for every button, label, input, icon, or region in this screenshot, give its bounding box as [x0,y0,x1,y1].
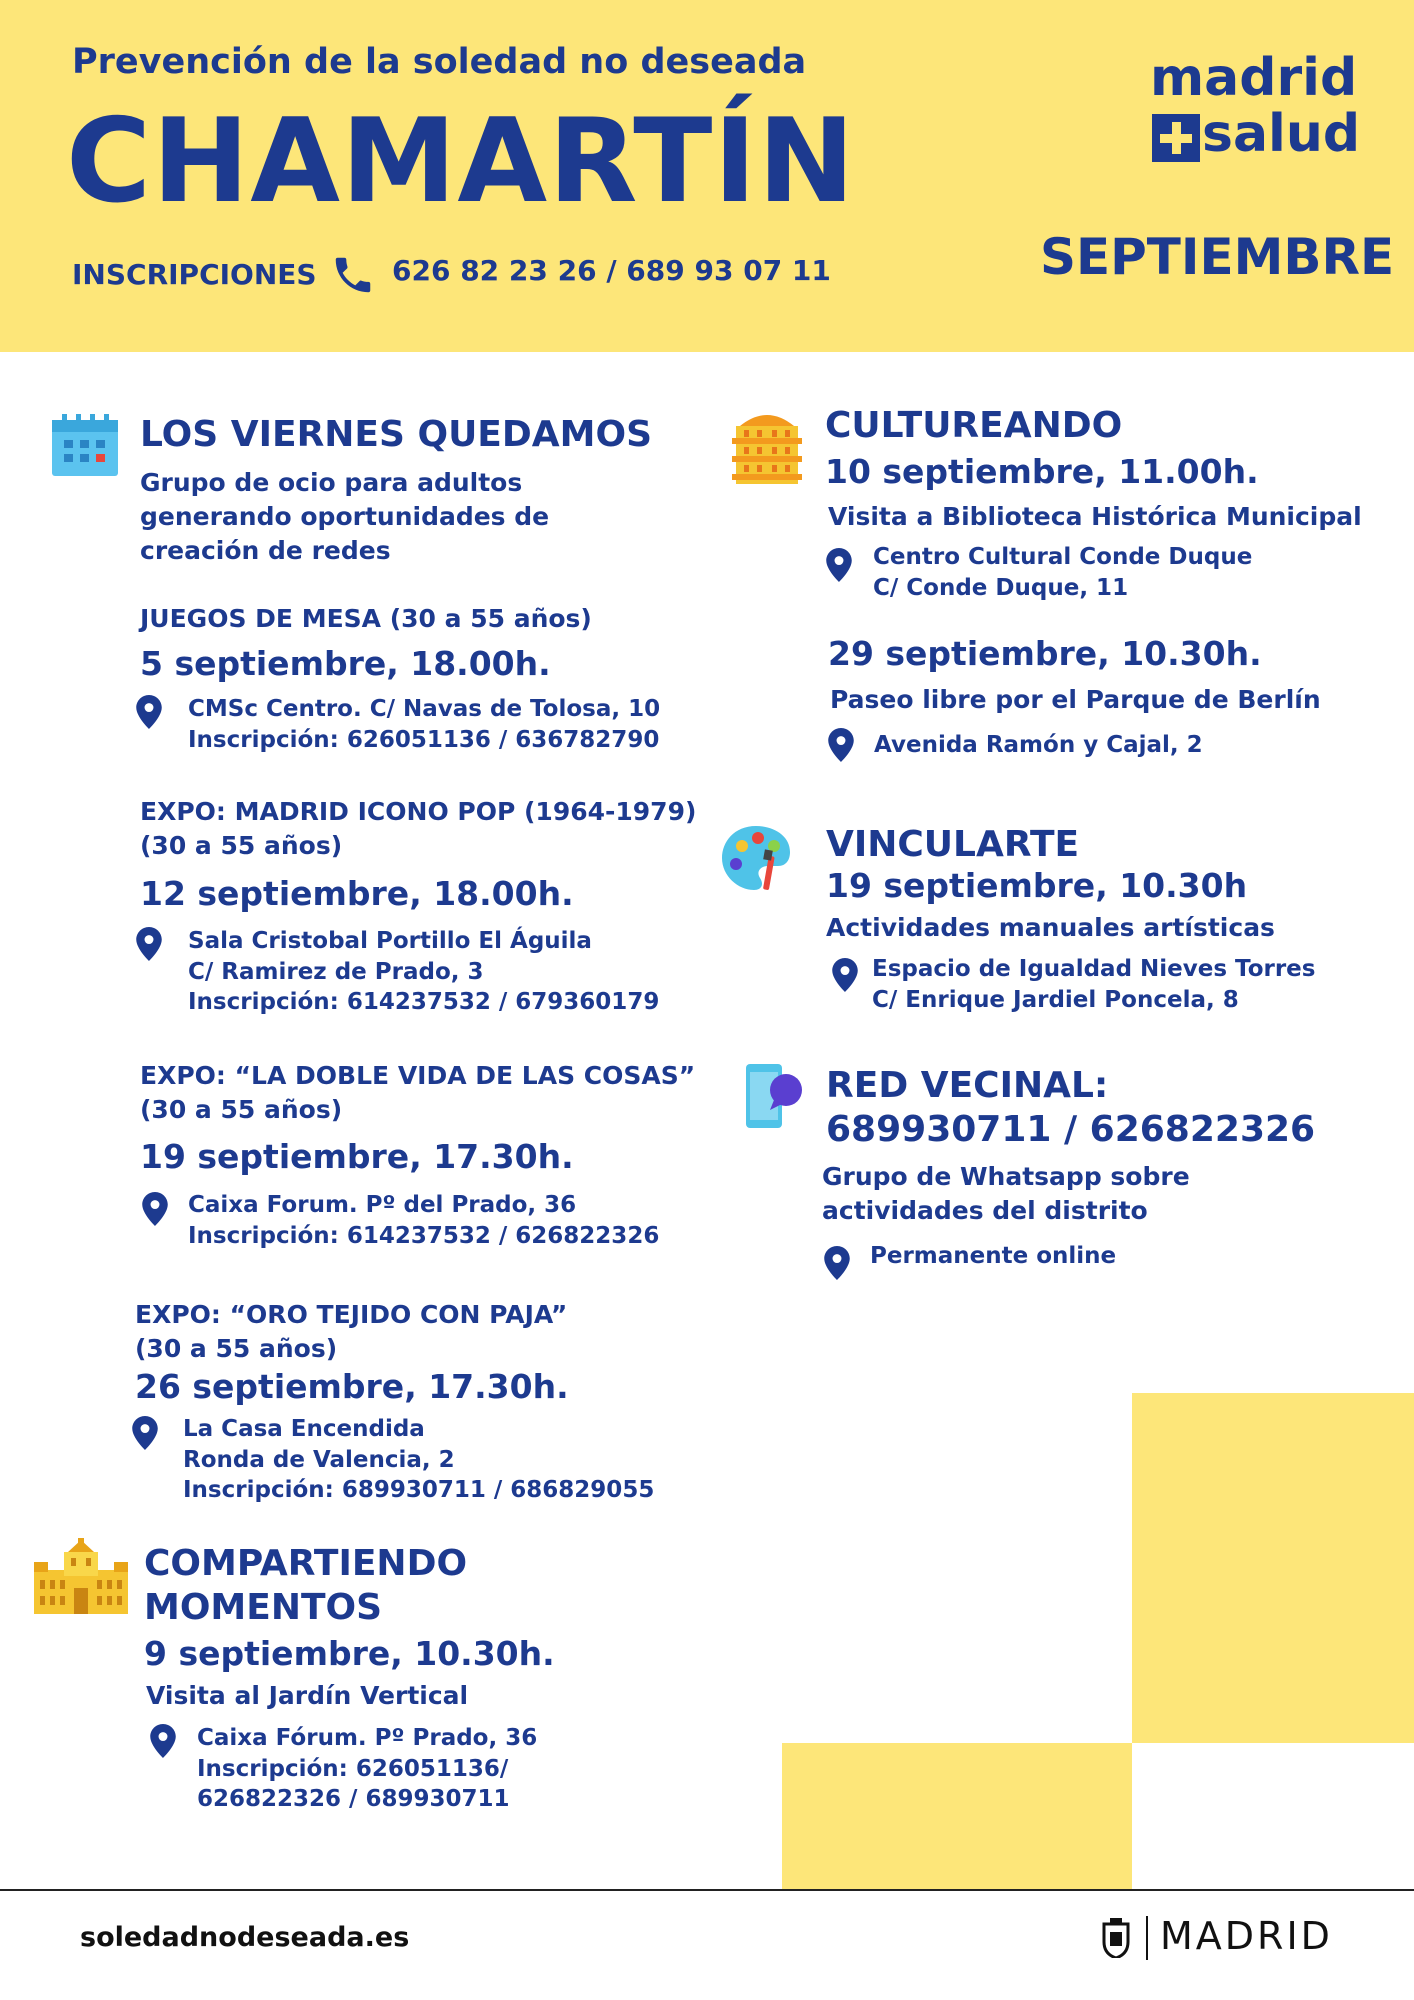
event-date: 5 septiembre, 18.00h. [140,644,551,683]
cultureando-location [873,542,1252,603]
cultureando-date: 29 septiembre, 10.30h. [828,634,1262,673]
cultureando-date: 10 septiembre, 11.00h. [825,452,1259,491]
location-line: Inscripción: 614237532 / 679360179 [188,989,660,1016]
event-subtitle-line: EXPO: “LA DOBLE VIDA DE LAS COSAS” [140,1061,696,1090]
cultureando-location [874,730,1203,761]
location-pin-icon [142,1192,168,1226]
event-date: 19 septiembre, 17.30h. [140,1137,574,1176]
location-pin-icon [136,927,162,961]
location-line: CMSc Centro. C/ Navas de Tolosa, 10 [188,696,661,722]
event-location [188,1190,659,1251]
event-subtitle-line: EXPO: “ORO TEJIDO CON PAJA” [135,1300,568,1329]
madrid-salud-logo [1150,48,1361,172]
red-vecinal-location [870,1241,1116,1272]
location-line: Permanente online [870,1243,1117,1269]
viernes-desc-line: generando oportunidades de [140,502,550,531]
logo-madrid-text: madrid [1150,48,1358,108]
location-line: 626822326 / 689930711 [197,1786,510,1813]
event-subtitle-line: EXPO: MADRID ICONO POP (1964-1979) [140,797,697,826]
month-label: SEPTIEMBRE [1040,228,1395,286]
cultureando-description: Visita a Biblioteca Histórica Municipal [828,502,1362,531]
red-vecinal-description [822,1160,1190,1228]
footer-website: soledadnodeseada.es [80,1922,410,1953]
event-date: 26 septiembre, 17.30h. [135,1367,569,1406]
vincularte-date: 19 septiembre, 10.30h [826,866,1248,905]
vincularte-location [872,954,1315,1015]
location-line: Inscripción: 614237532 / 626822326 [188,1222,660,1249]
red-desc-line: actividades del distrito [822,1196,1148,1225]
location-line: C/ Ramirez de Prado, 3 [188,958,484,985]
footer-brand: MADRID [1160,1914,1333,1958]
cultureando-title: CULTUREANDO [825,405,1123,446]
location-pin-icon [150,1724,176,1758]
cross-icon [1152,114,1200,162]
footer-logo-divider [1146,1916,1148,1960]
phone-icon [330,252,376,298]
location-line: La Casa Encendida [183,1416,425,1442]
palette-icon [720,822,792,894]
viernes-title: LOS VIERNES QUEDAMOS [140,414,652,455]
viernes-desc-line: creación de redes [140,536,391,565]
event-subtitle-line: JUEGOS DE MESA (30 a 55 años) [140,604,592,633]
red-vecinal-title [826,1064,1315,1152]
location-pin-icon [132,1416,158,1450]
logo-salud-text: salud [1202,104,1361,164]
location-pin-icon [824,1246,850,1280]
palace-icon [34,1538,128,1614]
compartiendo-description: Visita al Jardín Vertical [146,1681,469,1710]
red-title-line: RED VECINAL: [826,1065,1109,1106]
header-banner [0,0,1414,352]
event-subtitle [140,602,592,636]
event-subtitle [140,1059,695,1127]
compartiendo-date: 9 septiembre, 10.30h. [144,1634,555,1673]
viernes-description [140,466,549,568]
event-subtitle [140,795,696,863]
event-location [188,926,659,1018]
footer-divider [0,1889,1414,1891]
compartiendo-title-line: COMPARTIENDO [144,1543,468,1584]
phone-chat-icon [744,1062,806,1130]
location-line: Avenida Ramón y Cajal, 2 [874,732,1203,758]
location-pin-icon [828,728,854,762]
building-icon [732,408,802,484]
event-subtitle-line: (30 a 55 años) [135,1334,338,1363]
red-title-line: 689930711 / 626822326 [826,1108,1316,1150]
header-phones: 626 82 23 26 / 689 93 07 11 [392,254,831,287]
event-date: 12 septiembre, 18.00h. [140,874,574,913]
decorative-square [1132,1393,1414,1743]
calendar-icon [52,414,118,476]
compartiendo-location [197,1723,537,1815]
decorative-square [782,1743,1132,1889]
red-desc-line: Grupo de Whatsapp sobre [822,1162,1190,1191]
inscriptions-label: INSCRIPCIONES [72,258,317,291]
event-subtitle-line: (30 a 55 años) [140,1095,343,1124]
viernes-desc-line: Grupo de ocio para adultos [140,468,523,497]
vincularte-description: Actividades manuales artísticas [826,913,1275,942]
compartiendo-title-line: MOMENTOS [144,1586,383,1628]
event-location [188,694,660,755]
crest-icon [1100,1918,1132,1958]
cultureando-description: Paseo libre por el Parque de Berlín [830,685,1321,714]
event-subtitle-line: (30 a 55 años) [140,831,343,860]
location-line: Inscripción: 689930711 / 686829055 [183,1477,655,1504]
location-pin-icon [832,958,858,992]
header-subtitle: Prevención de la soledad no deseada [72,42,807,82]
madrid-city-logo [1100,1912,1350,1962]
location-line: Ronda de Valencia, 2 [183,1446,455,1473]
vincularte-title: VINCULARTE [826,824,1080,865]
location-line: C/ Enrique Jardiel Poncela, 8 [872,986,1239,1013]
event-location [183,1414,654,1506]
location-line: Caixa Fórum. Pº Prado, 36 [197,1725,538,1751]
location-line: Sala Cristobal Portillo El Águila [188,928,592,954]
location-line: Caixa Forum. Pº del Prado, 36 [188,1192,577,1218]
location-pin-icon [826,548,852,582]
location-line: Inscripción: 626051136 / 636782790 [188,726,660,753]
location-line: Espacio de Igualdad Nieves Torres [872,956,1316,982]
location-pin-icon [136,695,162,729]
compartiendo-title [144,1542,467,1630]
event-subtitle [135,1298,567,1366]
page-title: CHAMARTÍN [66,94,856,229]
location-line: Centro Cultural Conde Duque [873,544,1253,570]
location-line: Inscripción: 626051136/ [197,1755,509,1782]
location-line: C/ Conde Duque, 11 [873,574,1129,601]
